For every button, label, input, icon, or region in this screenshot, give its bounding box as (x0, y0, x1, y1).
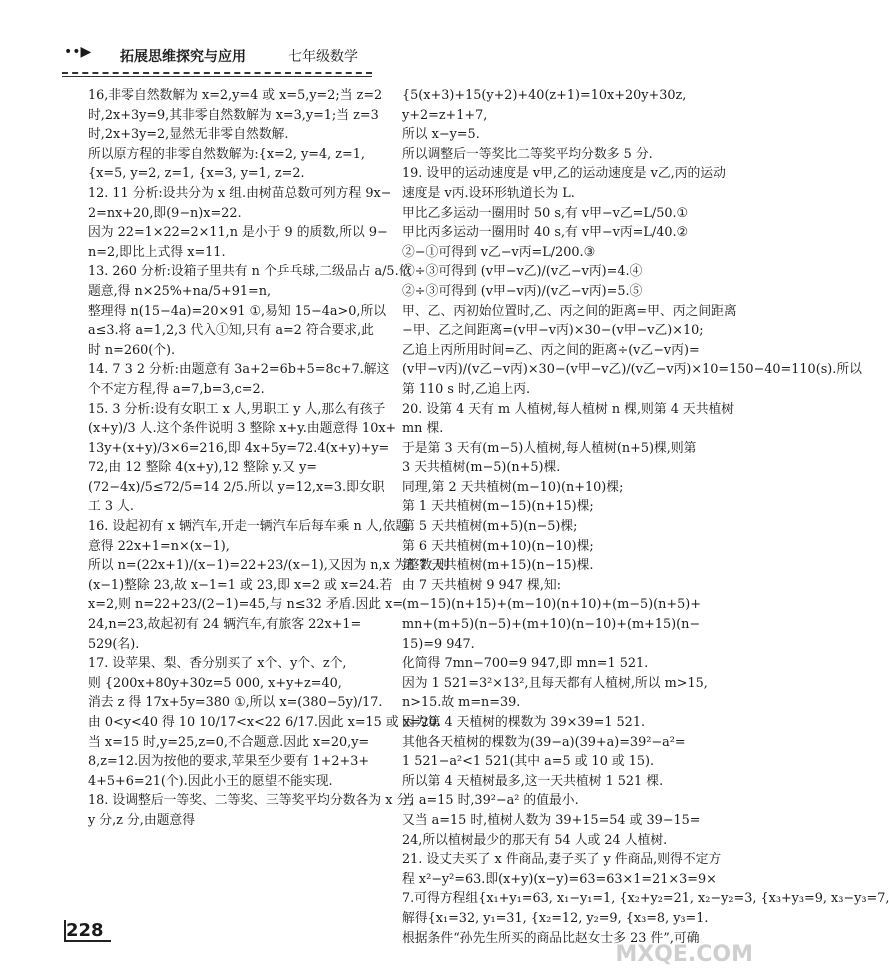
text-line: 24,n=23,故起初有 24 辆汽车,有旅客 22x+1= (88, 617, 362, 633)
text-line: {x=5, y=2, z=1, {x=3, y=1, z=2. (88, 166, 305, 182)
text-line: 17. 设苹果、梨、香分别买了 x个、y个、z个, (88, 656, 347, 672)
text-line: x=2,则 n=22+23/(2−1)=45,与 n≤32 矛盾.因此 x= (88, 597, 404, 613)
text-line: 时,2x+3y=9,其非零自然数解为 x=3,y=1;当 z=3 (88, 107, 379, 123)
text-line: 所以 x−y=5. (402, 127, 480, 143)
text-line: 16. 设起初有 x 辆汽车,开走一辆汽车后每车乘 n 人,依题 (88, 519, 409, 535)
text-line: n=2,即比上式得 x=11. (88, 244, 226, 260)
header-divider-solid (62, 76, 372, 77)
text-line: 所以调整后一等奖比二等奖平均分数多 5 分. (402, 146, 653, 162)
text-line: 意得 22x+1=n×(x−1), (88, 538, 230, 554)
text-line: 甲比丙多运动一圈用时 40 s,有 v甲−v丙=L/40.② (402, 225, 689, 241)
text-line: 2=nx+20,即(9−n)x=22. (88, 205, 242, 221)
header-divider (62, 72, 372, 74)
text-line: 由 7 天共植树 9 947 棵,知: (402, 577, 562, 593)
book-subtitle: 七年级数学 (288, 49, 358, 65)
text-line: 21. 设丈夫买了 x 件商品,妻子买了 y 件商品,则得不定方 (402, 852, 722, 868)
text-line: 13y+(x+y)/3×6=216,即 4x+5y=72.4(x+y)+y= (88, 440, 390, 456)
text-line: ②÷③可得到 (v甲−v丙)/(v乙−v丙)=5.⑤ (402, 283, 643, 299)
text-line: (v甲−v丙)/(v乙−v丙)×30−(v甲−v乙)/(v乙−v丙)×10=150−40=110(s).所以 (402, 362, 862, 378)
text-line: 解得{x₁=32, y₁=31, {x₂=12, y₂=9, {x₃=8, y₃=1. (402, 910, 709, 926)
header-arrow-icon: ••▶ (64, 44, 92, 60)
text-line: (x−1)整除 23,故 x−1=1 或 23,即 x=2 或 x=24.若 (88, 577, 393, 593)
text-line: 第 1 天共植树(m−15)(n+15)棵; (402, 499, 594, 515)
text-line: a≤3.将 a=1,2,3 代入①知,只有 a=2 符合要求,此 (88, 323, 374, 339)
text-line: −甲、乙之间距离=(v甲−v丙)×30−(v甲−v乙)×10; (402, 323, 704, 339)
text-line: 12. 11 分析:设共分为 x 组.由树苗总数可列方程 9x− (88, 185, 392, 201)
text-line: 整理得 n(15−4a)=20×91 ①,易知 15−4a>0,所以 (88, 303, 387, 319)
text-line: 4+5+6=21(个).因此小王的愿望不能实现. (88, 773, 333, 789)
text-line: 15. 3 分析:设有女职工 x 人,男职工 y 人,那么有孩子 (88, 401, 386, 417)
text-line: 根据条件“孙先生所买的商品比赵女士多 23 件”,可确 (402, 930, 700, 946)
text-line: 因为 22=1×22=2×11,n 是小于 9 的质数,所以 9− (88, 225, 388, 241)
text-line: 工 3 人. (88, 499, 134, 515)
text-line: 第 110 s 时,乙追上丙. (402, 381, 531, 397)
text-line: (72−4x)/5≤72/5=14 2/5.所以 y=12,x=3.即女职 (88, 479, 385, 495)
text-line: 13. 260 分析:设箱子里共有 n 个乒乓球,二级品占 a/5.依 (88, 264, 412, 280)
text-line: 15)=9 947. (402, 636, 475, 652)
text-line: 题意,得 n×25%+na/5+91=n, (88, 283, 272, 299)
text-line: mn 棵. (402, 421, 444, 437)
text-line: 因为 1 521=3²×13²,且每天都有人植树,所以 m>15, (402, 675, 708, 691)
text-line: y+2=z+1+7, (402, 107, 488, 123)
text-line: 其他各天植树的棵数为(39−a)(39+a)=39²−a²= (402, 734, 686, 750)
text-line: {5(x+3)+15(y+2)+40(z+1)=10x+20y+30z, (402, 88, 687, 103)
text-line: 第 6 天共植树(m+10)(n−10)棵; (402, 538, 594, 554)
text-line: 甲、乙、丙初始位置时,乙、丙之间的距离=甲、丙之间距离 (402, 303, 737, 319)
text-line: 所以原方程的非零自然数解为:{x=2, y=4, z=1, (88, 146, 365, 162)
page-number-rule (66, 940, 111, 942)
text-line: 19. 设甲的运动速度是 v甲,乙的运动速度是 v乙,丙的运动 (402, 166, 726, 182)
text-line: 化简得 7mn−700=9 947,即 mn=1 521. (402, 656, 649, 672)
text-line: 速度是 v丙.设环形轨道长为 L. (402, 185, 575, 201)
text-line: 所以 n=(22x+1)/(x−1)=22+23/(x−1),又因为 n,x 为整数,则 (88, 558, 450, 574)
text-line: 个不定方程,得 a=7,b=3,c=2. (88, 381, 265, 397)
page-number: 228 (66, 920, 104, 941)
text-line: 16,非零自然数解为 x=2,y=4 或 x=5,y=2;当 z=2 (88, 88, 383, 103)
text-line: 第 7 天共植树(m+15)(n−15)棵. (402, 558, 594, 574)
text-line: 14. 7 3 2 分析:由题意有 3a+2=6b+5=8c+7.解这 (88, 362, 390, 378)
text-line: 时 n=260(个). (88, 342, 176, 358)
text-line: n>15.故 m=n=39. (402, 695, 521, 711)
text-line: 时,2x+3y=2,显然无非零自然数解. (88, 127, 289, 143)
text-line: 程 x²−y²=63.即(x+y)(x−y)=63=63×1=21×3=9× (402, 871, 717, 887)
right-column (402, 86, 889, 948)
text-line: 18. 设调整后一等奖、二等奖、三等奖平均分数各为 x 分, (88, 793, 414, 809)
text-line: 3 天共植树(m−5)(n+5)棵. (402, 460, 561, 476)
text-line: 则 {200x+80y+30z=5 000, x+y+z=40, (88, 675, 342, 691)
page-header (62, 42, 372, 70)
text-line: 529(名). (88, 636, 140, 652)
text-line: 甲比乙多运动一圈用时 50 s,有 v甲−v乙=L/50.① (402, 205, 689, 221)
text-line: 1 521−a²<1 521(其中 a=5 或 10 或 15). (402, 754, 655, 770)
watermark: MXQE.COM (615, 942, 753, 967)
text-line: 当 a=15 时,39²−a² 的值最小. (402, 793, 579, 809)
text-line: 所以第 4 天植树最多,这一天共植树 1 521 棵. (402, 773, 664, 789)
text-line: (x+y)/3 人.这个条件说明 3 整除 x+y.由题意得 10x+ (88, 421, 397, 437)
text-line: 第 5 天共植树(m+5)(n−5)棵; (402, 519, 578, 535)
text-line: 消去 z 得 17x+5y=380 ①,所以 x=(380−5y)/17. (88, 695, 383, 711)
text-line: (m−15)(n+15)+(m−10)(n+10)+(m−5)(n+5)+ (402, 597, 701, 613)
text-line: y 分,z 分,由题意得 (88, 812, 196, 828)
text-line: 又当 a=15 时,植树人数为 39+15=54 或 39−15= (402, 812, 701, 828)
text-line: 同理,第 2 天共植树(m−10)(n+10)棵; (402, 479, 624, 495)
text-line: 8,z=12.因为按他的要求,苹果至少要有 1+2+3+ (88, 754, 370, 770)
text-line: 24,所以植树最少的那天有 54 人或 24 人植树. (402, 832, 668, 848)
text-line: ①÷③可得到 (v甲−v乙)/(v乙−v丙)=4.④ (402, 264, 643, 280)
book-title: 拓展思维探究与应用 (120, 49, 246, 65)
text-line: 乙追上丙所用时间=乙、丙之间的距离÷(v乙−v丙)= (402, 342, 700, 358)
text-line: 因为第 4 天植树的棵数为 39×39=1 521. (402, 715, 646, 730)
text-line: 20. 设第 4 天有 m 人植树,每人植树 n 棵,则第 4 天共植树 (402, 401, 735, 417)
text-line: 于是第 3 天有(m−5)人植树,每人植树(n+5)棵,则第 (402, 440, 697, 456)
text-line: 72,由 12 整除 4(x+y),12 整除 y.又 y= (88, 460, 318, 476)
text-line: 7.可得方程组{x₁+y₁=63, x₁−y₁=1, {x₂+y₂=21, x₂−y₂=3, {x₃+y₃=9, x₃−y₃=7, (402, 891, 889, 907)
text-line: 当 x=15 时,y=25,z=0,不合题意.因此 x=20,y= (88, 734, 370, 750)
text-line: mn+(m+5)(n−5)+(m+10)(n−10)+(m+15)(n− (402, 617, 701, 633)
text-line: ②−①可得到 v乙−v丙=L/200.③ (402, 244, 596, 260)
text-line: 由 0<y<40 得 10 10/17<x<22 6/17.因此 x=15 或 x=20. (88, 715, 442, 730)
